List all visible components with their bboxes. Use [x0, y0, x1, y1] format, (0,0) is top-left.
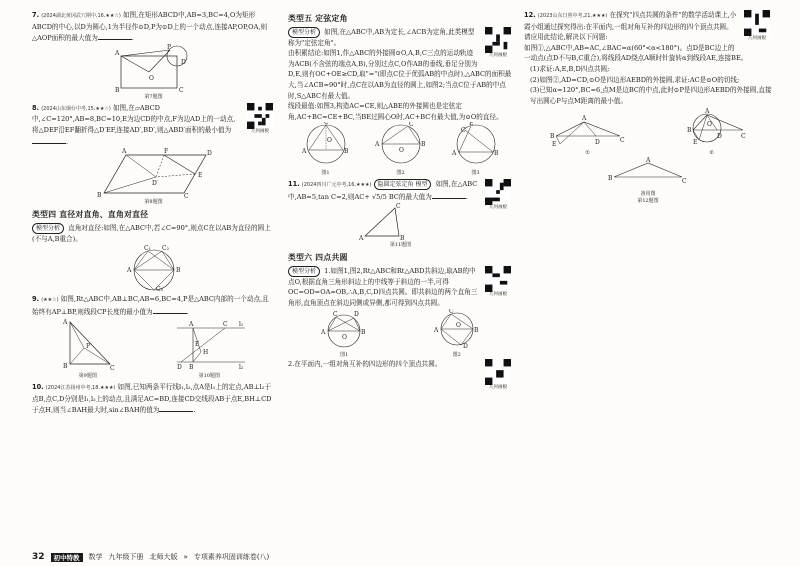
svg-text:E: E	[195, 340, 200, 348]
problem-9: 9. (★★☆) 如图,Rt△ABC中,AB⊥BC,AB=6,BC=4,P是△ABC内部的一个动点,且始终有AP⊥BP,则线段CP长度的最小值为 . A B C P 第9题图 A C l₁ B D l₂ E H 第10题图	[32, 294, 275, 380]
svg-text:B: B	[96, 192, 101, 200]
answer-blank[interactable]	[153, 306, 187, 314]
problem-11: 几何画板 11. (2024四川广元中考,16,★★★) 隐圆定弦定角 模型 如图,在△ABC中,AB=5,tan C=2,则AC+ √5/5 BC的最大值为 . A B C 第11题图	[288, 179, 513, 249]
figure-circle-2	[374, 122, 428, 166]
svg-text:B: B	[493, 150, 498, 158]
qr-label: 几何画板	[489, 385, 507, 391]
svg-text:E: E	[197, 172, 202, 180]
svg-text:B: B	[361, 328, 366, 336]
figure-8	[94, 147, 214, 199]
problem-number: 12.	[524, 11, 536, 19]
figure-row-12	[524, 106, 772, 157]
figure-12-1	[550, 110, 626, 146]
problem-text-2: BC的最大值为	[388, 192, 432, 201]
figure-9	[58, 318, 118, 370]
svg-text:l₁: l₁	[239, 320, 244, 328]
svg-text:A: A	[581, 115, 586, 123]
problem-text: 如图,Rt△ABC中,AB⊥BC,AB=6,BC=4,P是△ABC内部的一个动点,且始终有AP⊥BP,则线段CP长度的最小值为	[32, 295, 269, 316]
svg-text:C: C	[460, 127, 466, 135]
svg-text:C: C	[109, 364, 115, 370]
qr-label: 几何画板	[489, 291, 507, 297]
grade-label: 九年级下册	[108, 553, 144, 561]
model-analysis-tag: 模型分析	[288, 266, 320, 277]
problem-10: 10. (2024江苏扬州中考,18,★★★) 如图,已知两条平行线l₁,l₂,点A是l₁上的定点,AB⊥l₂于点B,点C,D分别是l₁,l₂上的动点,且满足AC=BD,连接CD交线段AB于点E,BH⊥CD于点H,则当∠BAH最大时,sin∠BAH的值为 .	[32, 383, 272, 415]
problem-number: 7.	[32, 11, 40, 19]
figure-2-wrap	[374, 122, 428, 177]
series-label: 专项素养巩固训练卷(八)	[193, 553, 270, 561]
problem-text: 如图,在△ABC中,AB=5,tan C=2,则AC+	[288, 179, 478, 201]
qr-label: 几何画板	[748, 36, 766, 41]
svg-text:O: O	[455, 321, 461, 329]
svg-text:B: B	[114, 86, 119, 94]
problem-source: (2023山东日照中考,21,★★★)	[537, 13, 608, 19]
figure-label: ①	[585, 149, 590, 156]
svg-text:A: A	[451, 150, 456, 158]
problem-text: 在探究"四点共圆的条件"的数学活动课上,小霞小组通过探究得出:在平面内,一组对角互补的四边形的四个顶点共圆。请应用此结论,解决以下问题:	[524, 11, 737, 42]
figure-row-9-10	[32, 318, 275, 381]
svg-text:C: C	[682, 177, 687, 185]
problem-8: 几何画板 8. (2024山东烟台中考,15,★★☆) 如图,在▱ABCD中,∠C=120°,AB=8,BC=10,E为边CD的中点,F为边AD上的一动点,将△DEF沿EF翻折得△D′EF,连接AD′,BD′,则△ABD′面积的最小值为. A B C D E F D′ 第8题图	[32, 103, 275, 206]
svg-text:D: D	[716, 133, 722, 141]
model-tag	[374, 179, 432, 190]
figure-12-spare-wrap	[524, 157, 772, 205]
brand-label: 初中特教	[51, 553, 83, 562]
figure-10-wrap	[169, 318, 249, 381]
figure-caption: 第8题图	[144, 199, 163, 206]
problem-12	[524, 10, 772, 205]
svg-text:C₂: C₂	[161, 245, 169, 253]
svg-text:A: A	[646, 156, 651, 164]
answer-blank[interactable]	[432, 191, 466, 199]
svg-text:B: B	[686, 127, 691, 135]
svg-text:B: B	[343, 148, 348, 156]
svg-text:B: B	[608, 174, 613, 182]
qr-icon	[485, 359, 511, 385]
column-middle	[288, 10, 513, 393]
figure-7	[109, 44, 199, 94]
figure-row-concyclic	[288, 309, 513, 360]
answer-blank[interactable]	[32, 136, 66, 144]
figure-12-2	[677, 106, 747, 146]
column-right	[524, 10, 772, 207]
problem-7: 7. (2024湖北黄冈武穴期中,16,★★☆) 如图,在矩形ABCD中,AB=3,BC=4,O为矩形ABCD的中心,以D为圆心,1为半径作⊙D,P为⊙D上的一个动点,连接AP,OP,OA,则△AOP面积的最大值为 . A B C D O P 第7题图	[32, 10, 275, 101]
svg-text:C₁: C₁	[143, 245, 151, 253]
problem-number: 11.	[288, 179, 300, 188]
svg-text:A: A	[374, 141, 379, 149]
qr-icon	[485, 266, 511, 292]
problem-text: 如图,已知两条平行线l₁,l₂,点A是l₁上的定点,AB⊥l₂于点B,点C,D分别是l₁,l₂上的动点,且满足AC=BD,连接CD交线段AB于点E,BH⊥CD于点H,则当∠BAH最大时,sin∠BAH的值为	[32, 383, 272, 415]
figure-11	[359, 202, 409, 242]
figure-diameter-right-angle	[114, 244, 194, 292]
qr-icon	[247, 103, 273, 129]
chevron-right-icon: »	[183, 553, 188, 561]
svg-text:C: C	[740, 133, 746, 141]
svg-text:A: A	[321, 328, 326, 336]
svg-text:A: A	[704, 108, 709, 116]
question-1: (1)求证:A,E,B,D四点共圆;	[530, 64, 610, 73]
figure-12-1-wrap	[550, 110, 626, 157]
figure-circle-3	[449, 122, 503, 166]
model-body-2: 线段最值:如图3,构造AC=CE,则△ABE的外接圆也是定弦定角,AC+BC=CE+BC,当BE过圆心O时,AC+BC有最大值,为⊙O的直径。	[288, 102, 503, 121]
model-analysis	[32, 223, 275, 293]
svg-text:l₂: l₂	[239, 363, 244, 370]
qr-icon	[485, 179, 511, 205]
figure-3-wrap	[449, 122, 503, 177]
svg-text:A: A	[189, 320, 194, 328]
svg-text:D: D	[180, 58, 186, 66]
svg-text:C: C	[395, 203, 401, 211]
svg-text:B: B	[473, 326, 479, 334]
svg-text:O: O	[398, 147, 404, 155]
figure-circle-1	[299, 122, 353, 166]
figure-label: ②	[709, 149, 714, 156]
question-2: (2)如图②,AD=CD,⊙O是四边形AEBD的外接圆,求证:AC是⊙O的切线;	[530, 75, 740, 84]
problem-number: 9.	[32, 295, 40, 304]
answer-blank[interactable]	[159, 404, 193, 412]
section-title: 类型四 直径对直角、直角对直径	[32, 210, 149, 220]
figure-12-2-wrap	[677, 106, 747, 157]
svg-text:E: E	[692, 139, 697, 147]
svg-text:B: B	[62, 362, 68, 370]
svg-text:D: D	[462, 342, 468, 349]
svg-text:E: E	[551, 141, 556, 147]
page-footer	[32, 552, 269, 562]
column-left	[32, 10, 275, 418]
qr-code[interactable]	[245, 103, 275, 135]
svg-text:B: B	[549, 133, 554, 141]
model-analysis-5	[288, 27, 513, 177]
svg-text:P: P	[85, 342, 90, 350]
qr-icon	[485, 27, 511, 53]
figure-6-2-wrap	[427, 309, 487, 360]
figure-12-spare	[608, 157, 688, 187]
figure-caption: 图1	[340, 352, 349, 359]
figure-caption: 图2	[396, 169, 405, 176]
svg-text:P: P	[166, 43, 171, 51]
figure-1-wrap	[299, 122, 353, 177]
svg-text:A: A	[121, 148, 126, 156]
svg-text:C: C	[223, 320, 228, 328]
figure-6-1-wrap	[314, 309, 374, 360]
problem-source: (2024四川广元中考,16,★★★)	[301, 181, 372, 188]
figure-caption: 第10题图	[198, 373, 220, 380]
model-text-2: 2.在平面内,一组对角互补的四边形的四个顶点共圆。	[288, 360, 442, 369]
svg-text:A: A	[62, 318, 68, 326]
svg-text:D: D	[206, 150, 212, 158]
svg-text:C: C	[323, 122, 329, 127]
svg-text:C: C	[333, 310, 338, 318]
problem-text: 如图,在▱ABCD中,∠C=120°,AB=8,BC=10,E为边CD的中点,F为边AD上的一动点,将△DEF沿EF翻折得△D′EF,连接AD′,BD′,则△ABD′面积的最小值为	[32, 103, 236, 134]
model-analysis-tag: 模型分析	[288, 27, 320, 38]
problem-stem: 如图①,△ABC中,AB=AC,∠BAC=α(60°<α<180°)。点D是BC边上的一动点(点D不与B,C重合),将线段AD绕点A顺时针旋转α到线段AE,连接BE。	[524, 43, 748, 63]
svg-text:A: A	[126, 267, 131, 275]
qr-code[interactable]	[483, 179, 513, 211]
figure-concyclic-2	[427, 309, 487, 349]
figure-caption: 第12题图	[637, 197, 659, 204]
svg-text:C: C	[183, 193, 189, 200]
problem-source: (2024江苏扬州中考,18,★★★)	[45, 385, 116, 392]
svg-text:F: F	[163, 148, 168, 156]
page-number: 32	[32, 552, 45, 562]
problem-number: 8.	[32, 103, 40, 112]
qr-label: 几何画板	[251, 128, 269, 134]
svg-text:A: A	[433, 326, 439, 334]
svg-text:O: O	[342, 333, 348, 341]
section-title: 类型五 定弦定角	[288, 14, 348, 23]
subject-label: 数学	[88, 553, 103, 561]
svg-text:D′: D′	[151, 180, 158, 188]
qr-code[interactable]	[742, 10, 772, 42]
svg-text:D: D	[354, 310, 360, 318]
problem-text: 如图,在矩形ABCD中,AB=3,BC=4,O为矩形ABCD的中心,以D为圆心,1为半径作⊙D,P为⊙D上的一个动点,连接AP,OP,OA,则△AOP面积的最大值为	[32, 11, 268, 43]
problem-source: (2024山东烟台中考,15,★★☆)	[41, 105, 111, 112]
svg-text:C: C	[448, 308, 454, 315]
figure-label: 备用图	[640, 190, 656, 197]
figure-caption: 第9题图	[78, 373, 97, 380]
svg-text:B: B	[420, 141, 425, 149]
problem-number: 10.	[32, 383, 44, 392]
fraction-numerator: √5	[371, 192, 381, 201]
svg-text:A: A	[114, 49, 119, 57]
qr-code[interactable]	[483, 27, 513, 59]
svg-text:D: D	[177, 363, 183, 370]
model-text: 直角对直径:如图,在△ABC中,若∠C=90°,则点C在以AB为直径的圆上(不与A,B重合)。	[32, 223, 271, 243]
problem-source: (2024湖北黄冈武穴期中,16,★★☆)	[41, 13, 121, 19]
model-tag-line1: 隐圆定弦定角	[377, 180, 414, 188]
edition-label: 北师大版	[149, 553, 178, 561]
svg-text:C₃: C₃	[155, 286, 163, 293]
svg-text:E: E	[468, 122, 473, 128]
model-tag-line2: 模型	[415, 180, 428, 188]
svg-text:C: C	[619, 137, 625, 145]
qr-label: 几何画板	[489, 52, 507, 58]
svg-text:B: B	[399, 235, 404, 243]
qr-code-2[interactable]	[483, 359, 513, 391]
model-body: 由积累结论:如图1,作△ABC的外接圆⊙O,A,B,C三点的运动轨迹为ACB(不含弦的端点A,B),分别过点C,O作AB的垂线,垂足分别为D,E,则有OC+OE≥CD,取"="(即点C位于优弧AB的中点时),△ABC的面积最大,当∠ACB=90°时,点C在以AB为直径的圆上,如图2;当点C位于AB的中点时,S△ABC有最大值。	[288, 49, 512, 100]
figure-10	[169, 318, 249, 370]
svg-text:A: A	[301, 148, 306, 156]
svg-text:B: B	[189, 363, 194, 370]
figure-caption: 第11题图	[389, 242, 412, 249]
question-3: (3)已知α=120°,BC=6,点M是边BC的中点,此时⊙P是四边形AEBD的外接圆,直接写出圆心P与点M距离的最小值。	[530, 86, 772, 105]
qr-icon	[744, 10, 770, 36]
svg-text:O: O	[706, 121, 712, 129]
model-intro: 如图,在△ABC中,AB为定长,∠ACB为定角,此类模型称为"定弦定角"。	[288, 27, 475, 47]
svg-text:O: O	[326, 137, 332, 145]
figure-caption: 图1	[321, 169, 330, 176]
answer-blank[interactable]	[98, 32, 132, 40]
model-analysis-tag: 模型分析	[32, 223, 64, 234]
figure-9-wrap	[58, 318, 118, 381]
fraction: √5/5	[371, 192, 387, 201]
figure-caption: 图3	[471, 169, 480, 176]
section-title: 类型六 四点共圆	[288, 253, 348, 263]
figure-concyclic-1	[314, 309, 374, 349]
svg-text:O: O	[148, 74, 154, 82]
qr-label: 几何画板	[489, 204, 507, 210]
model-analysis-6	[288, 266, 513, 391]
model-text: 1.如图1,图2,Rt△ABC和Rt△ABD共斜边,取AB的中点O,根据直角三角形斜边上的中线等于斜边的一半,可得OC=OD=OA=OB,∴A,B,C,D四点共圆。即共斜边的两个直角三角形,直角顶点在斜边同侧或异侧,都可得到四点共圆。	[288, 266, 478, 307]
svg-text:B: B	[175, 267, 180, 275]
fraction-denominator: 5	[382, 192, 387, 201]
svg-text:A: A	[358, 235, 363, 243]
figure-caption: 第7题图	[144, 93, 163, 100]
svg-text:H: H	[203, 348, 209, 356]
svg-text:C: C	[408, 122, 414, 129]
figure-row-circles	[288, 122, 513, 177]
svg-text:D: D	[594, 139, 600, 147]
figure-caption: 图2	[452, 352, 461, 359]
svg-text:C: C	[178, 86, 184, 94]
problem-source: (★★☆)	[41, 297, 59, 304]
qr-code[interactable]	[483, 266, 513, 298]
